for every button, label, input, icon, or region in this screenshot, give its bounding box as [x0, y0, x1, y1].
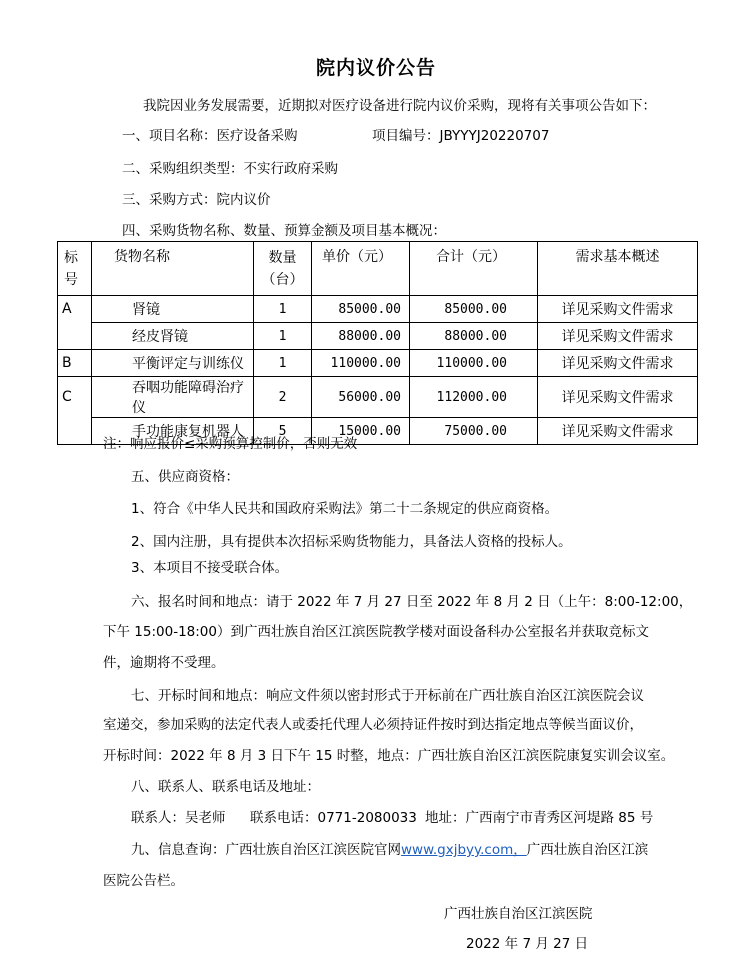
table-row — [58, 350, 698, 377]
cell-name: 吞咽功能障碍治疗仪 — [92, 377, 254, 418]
goods-table — [57, 241, 698, 445]
col-header-qty: 数量（台） — [254, 242, 312, 296]
cell-no: C — [58, 377, 92, 418]
cell-price: 56000.00 — [312, 377, 410, 418]
registration-line-2: 下午 15:00-18:00）到广西壮族自治区江滨医院教学楼对面设备科办公室报名并获取竞标文 — [103, 624, 649, 640]
cell-desc: 详见采购文件需求 — [538, 418, 698, 445]
col-header-total: 合计（元） — [410, 242, 538, 296]
contact-phone: 联系电话：0771-2080033 — [250, 810, 417, 826]
cell-price: 15000.00 — [312, 418, 410, 445]
cell-qty: 2 — [254, 377, 312, 418]
cell-desc: 详见采购文件需求 — [538, 323, 698, 350]
cell-no — [58, 418, 92, 445]
signature-organization: 广西壮族自治区江滨医院 — [444, 906, 593, 922]
cell-qty: 1 — [254, 323, 312, 350]
hospital-website-link[interactable]: www.gxjbyy.com， — [401, 842, 527, 858]
goods-overview-heading: 四、采购货物名称、数量、预算金额及项目基本概况： — [122, 223, 446, 239]
procurement-type: 二、采购组织类型：不实行政府采购 — [122, 161, 338, 177]
procurement-method: 三、采购方式：院内议价 — [122, 192, 271, 208]
contact-address: 地址：广西南宁市青秀区河堤路 85 号 — [425, 810, 654, 826]
info-query-prefix: 九、信息查询：广西壮族自治区江滨医院官网 — [131, 842, 401, 858]
qualification-3: 3、本项目不接受联合体。 — [131, 560, 289, 576]
cell-no: A — [58, 296, 92, 323]
project-name: 一、项目名称：医疗设备采购 — [122, 128, 298, 144]
contact-heading: 八、联系人、联系电话及地址： — [131, 779, 320, 795]
info-query-suffix: 广西壮族自治区江滨 — [526, 842, 649, 858]
contact-person: 联系人：吴老师 — [131, 810, 226, 826]
cell-desc: 详见采购文件需求 — [538, 350, 698, 377]
registration-line-1: 六、报名时间和地点：请于 2022 年 7 月 27 日至 2022 年 8 月 2 日（上午：8:00-12:00， — [131, 594, 693, 610]
qualification-2: 2、国内注册，具有提供本次招标采购货物能力，具备法人资格的投标人。 — [131, 534, 572, 550]
col-header-desc: 需求基本概述 — [538, 242, 698, 296]
cell-name: 手功能康复机器人 — [92, 418, 254, 445]
cell-price: 88000.00 — [312, 323, 410, 350]
cell-desc: 详见采购文件需求 — [538, 377, 698, 418]
signature-date: 2022 年 7 月 27 日 — [466, 936, 589, 952]
cell-name: 平衡评定与训练仪 — [92, 350, 254, 377]
intro-paragraph: 我院因业务发展需要，近期拟对医疗设备进行院内议价采购，现将有关事项公告如下： — [143, 98, 656, 114]
cell-qty: 5 — [254, 418, 312, 445]
project-code: 项目编号：JBYYYJ20220707 — [372, 128, 550, 144]
cell-total: 85000.00 — [410, 296, 538, 323]
cell-name: 经皮肾镜 — [92, 323, 254, 350]
cell-desc: 详见采购文件需求 — [538, 296, 698, 323]
page-title: 院内议价公告 — [316, 57, 437, 79]
supplier-qualification-heading: 五、供应商资格： — [131, 469, 239, 485]
cell-name: 肾镜 — [92, 296, 254, 323]
col-header-no: 标号 — [58, 242, 92, 296]
cell-price: 85000.00 — [312, 296, 410, 323]
cell-total: 110000.00 — [410, 350, 538, 377]
col-header-name: 货物名称 — [92, 242, 254, 296]
cell-total: 88000.00 — [410, 323, 538, 350]
cell-no: B — [58, 350, 92, 377]
table-row — [58, 296, 698, 323]
cell-total: 112000.00 — [410, 377, 538, 418]
cell-qty: 1 — [254, 296, 312, 323]
bid-opening-line-3: 开标时间：2022 年 8 月 3 日下午 15 时整，地点：广西壮族自治区江滨医院康复实训会议室。 — [103, 748, 675, 764]
qualification-1: 1、符合《中华人民共和国政府采购法》第二十二条规定的供应商资格。 — [131, 501, 559, 517]
info-query-line-2: 医院公告栏。 — [103, 873, 184, 889]
table-row — [58, 323, 698, 350]
cell-price: 110000.00 — [312, 350, 410, 377]
col-header-price: 单价（元） — [312, 242, 410, 296]
table-row — [58, 377, 698, 418]
cell-qty: 1 — [254, 350, 312, 377]
bid-opening-line-1: 七、开标时间和地点：响应文件须以密封形式于开标前在广西壮族自治区江滨医院会议 — [131, 688, 644, 704]
price-note: 注：响应报价≤采购预算控制价，否则无效 — [103, 436, 358, 452]
table-header-row — [58, 242, 698, 296]
bid-opening-line-2: 室递交，参加采购的法定代表人或委托代理人必须持证件按时到达指定地点等候当面议价， — [103, 717, 643, 733]
info-query-line-1 — [131, 838, 648, 858]
registration-line-3: 件，逾期将不受理。 — [103, 655, 225, 671]
cell-no — [58, 323, 92, 350]
cell-total: 75000.00 — [410, 418, 538, 445]
